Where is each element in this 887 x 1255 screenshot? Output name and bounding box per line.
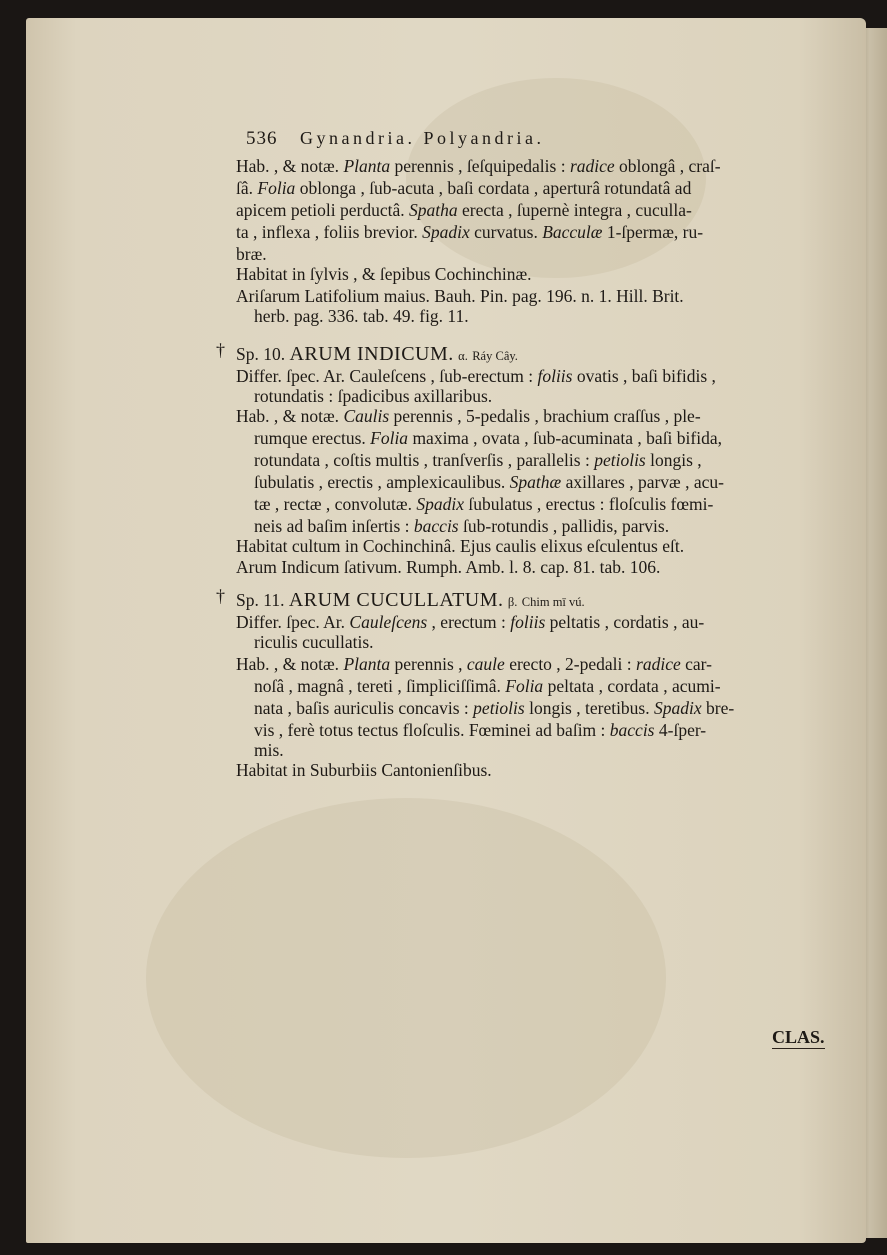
running-title: Gynandria. Polyandria. xyxy=(300,128,545,148)
dagger-mark: † xyxy=(216,340,225,360)
text-line: vis , ferè totus tectus floſculis. Fœminei ad baſim : baccis 4-ſper- xyxy=(254,720,707,740)
text-line: mis. xyxy=(254,740,284,760)
text-line: neis ad baſim inſertis : baccis ſub-rotundis , pallidis, parvis. xyxy=(254,516,670,536)
text-line: Hab. , & notæ. Planta perennis , ſeſquipedalis : radice oblongâ , craſ- xyxy=(236,156,721,176)
text-line: noſâ , magnâ , tereti , ſimpliciſſimâ. Folia peltata , cordata , acumi- xyxy=(254,676,721,696)
text-line: tæ , rectæ , convolutæ. Spadix ſubulatus , erectus : floſculis fœmi- xyxy=(254,494,714,514)
text-line: nata , baſis auriculis concavis : petiolis longis , teretibus. Spadix bre- xyxy=(254,698,735,718)
catchword: CLAS. xyxy=(772,1027,825,1047)
text-line: Habitat cultum in Cochinchinâ. Ejus caulis elixus eſculentus eſt. xyxy=(236,536,685,556)
text-line: rotundata , coſtis multis , tranſverſis , parallelis : petiolis longis , xyxy=(254,450,702,470)
text-line: ſubulatis , erectis , amplexicaulibus. Spathæ axillares , parvæ , acu- xyxy=(254,472,724,492)
species-heading: Sp. 10. ARUM INDICUM. α. Ráy Cây. xyxy=(236,343,518,365)
page-number: 536 xyxy=(246,128,278,149)
dagger-mark: † xyxy=(216,586,225,606)
text-line: Differ. ſpec. Ar. Cauleſcens , ſub-erectum : foliis ovatis , baſi bifidis , xyxy=(236,366,716,386)
text-line: Differ. ſpec. Ar. Cauleſcens , erectum : foliis peltatis , cordatis , au- xyxy=(236,612,705,632)
paper-stain xyxy=(146,798,666,1158)
text-line: herb. pag. 336. tab. 49. fig. 11. xyxy=(254,306,469,326)
text-line: apicem petioli perductâ. Spatha erecta , ſupernè integra , cuculla- xyxy=(236,200,692,220)
text-line: ta , inflexa , foliis brevior. Spadix curvatus. Bacculæ 1-ſpermæ, ru- xyxy=(236,222,704,242)
text-line: Hab. , & notæ. Planta perennis , caule erecto , 2-pedali : radice car- xyxy=(236,654,712,674)
text-line: Habitat in Suburbiis Cantonienſibus. xyxy=(236,760,492,780)
text-line: ſâ. Folia oblonga , ſub-acuta , baſi cordata , aperturâ rotundatâ ad xyxy=(236,178,692,198)
text-line: rumque erectus. Folia maxima , ovata , ſub-acuminata , baſi bifida, xyxy=(254,428,722,448)
text-line: riculis cucullatis. xyxy=(254,632,374,652)
text-line: rotundatis : ſpadicibus axillaribus. xyxy=(254,386,493,406)
text-line: Hab. , & notæ. Caulis perennis , 5-pedalis , brachium craſſus , ple- xyxy=(236,406,701,426)
text-line: bræ. xyxy=(236,244,267,264)
text-line: Habitat in ſylvis , & ſepibus Cochinchinæ. xyxy=(236,264,532,284)
text-line: Arum Indicum ſativum. Rumph. Amb. l. 8. cap. 81. tab. 106. xyxy=(236,557,661,577)
species-heading: Sp. 11. ARUM CUCULLATUM. β. Chim mī vú. xyxy=(236,589,585,611)
text-line: Ariſarum Latifolium maius. Bauh. Pin. pag. 196. n. 1. Hill. Brit. xyxy=(236,286,684,306)
